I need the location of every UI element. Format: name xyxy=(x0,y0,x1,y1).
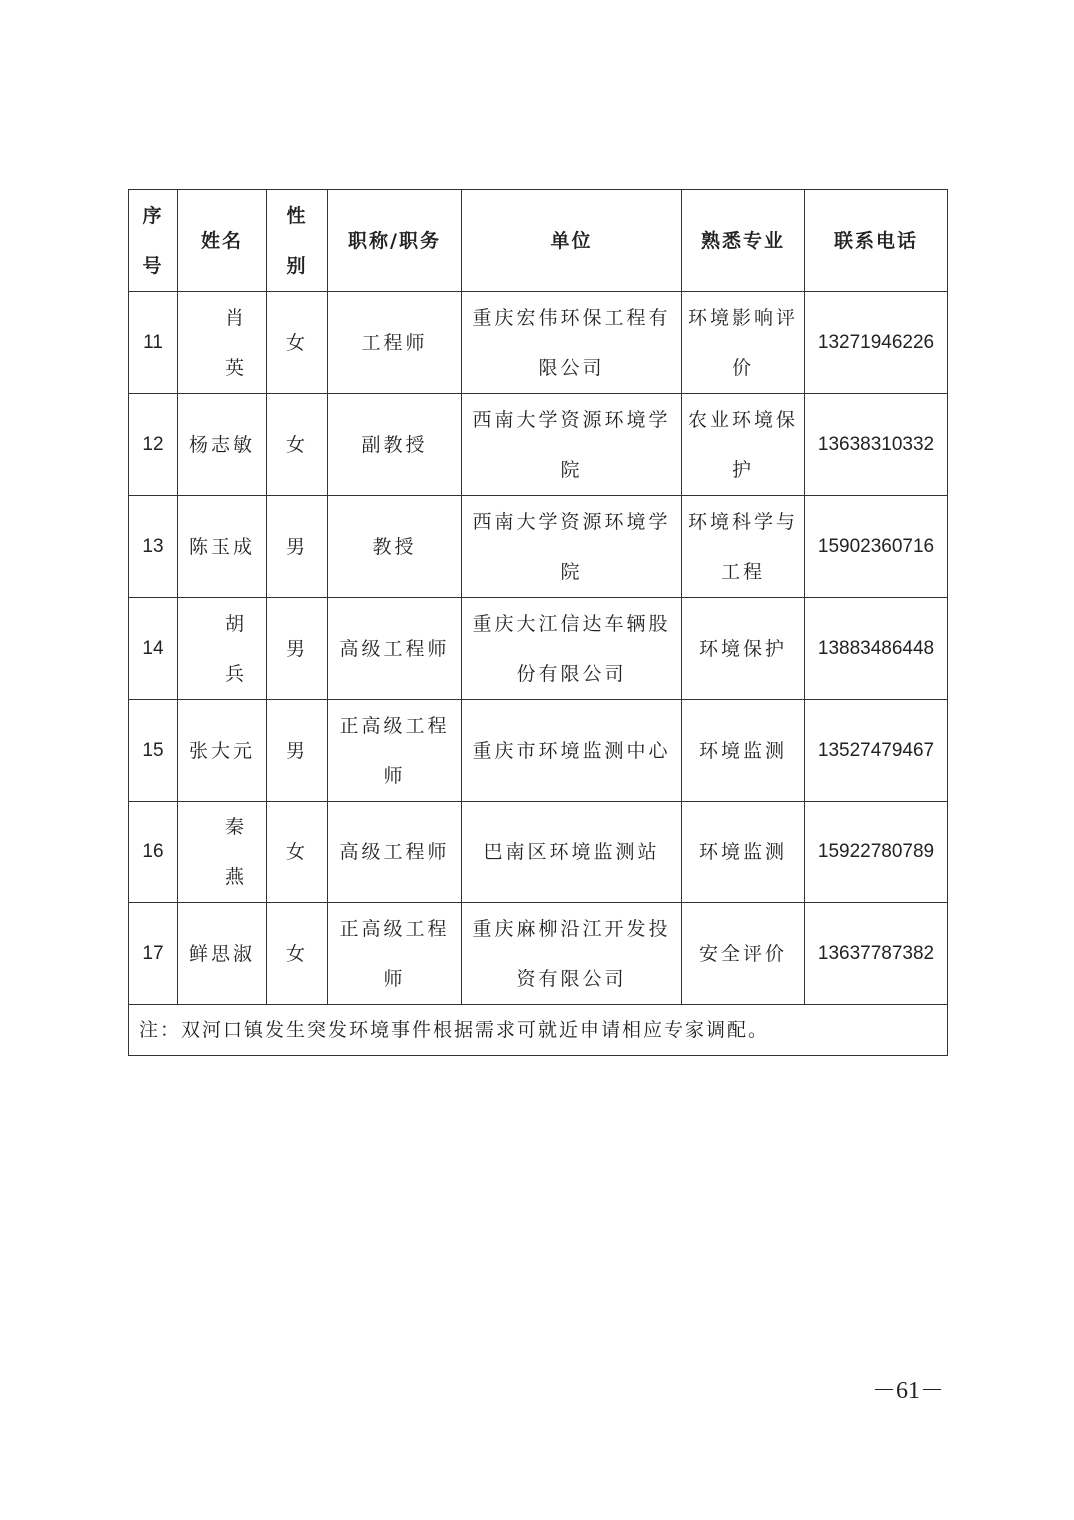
table-note: 注：双河口镇发生突发环境事件根据需求可就近申请相应专家调配。 xyxy=(129,1005,948,1056)
table-header-row xyxy=(129,190,948,292)
cell-specialty: 农业环境保护 xyxy=(682,394,805,496)
cell-unit: 西南大学资源环境学院 xyxy=(462,496,682,598)
cell-unit: 重庆宏伟环保工程有限公司 xyxy=(462,292,682,394)
cell-gender: 女 xyxy=(267,292,328,394)
cell-title: 工程师 xyxy=(328,292,462,394)
cell-gender: 男 xyxy=(267,496,328,598)
cell-phone: 13637787382 xyxy=(805,903,948,1005)
table-row xyxy=(129,394,948,496)
cell-gender: 男 xyxy=(267,598,328,700)
cell-name: 肖 英 xyxy=(178,292,267,394)
cell-title: 高级工程师 xyxy=(328,802,462,903)
cell-phone: 13638310332 xyxy=(805,394,948,496)
cell-name: 杨志敏 xyxy=(178,394,267,496)
cell-specialty: 安全评价 xyxy=(682,903,805,1005)
cell-name: 鲜思淑 xyxy=(178,903,267,1005)
table-row xyxy=(129,598,948,700)
cell-title: 副教授 xyxy=(328,394,462,496)
cell-title: 高级工程师 xyxy=(328,598,462,700)
cell-gender: 男 xyxy=(267,700,328,802)
cell-unit: 重庆大江信达车辆股份有限公司 xyxy=(462,598,682,700)
header-specialty: 熟悉专业 xyxy=(682,190,805,292)
header-phone: 联系电话 xyxy=(805,190,948,292)
cell-unit: 巴南区环境监测站 xyxy=(462,802,682,903)
cell-no: 16 xyxy=(129,802,178,903)
page-number: －61－ xyxy=(872,1378,944,1404)
cell-no: 17 xyxy=(129,903,178,1005)
header-title: 职称/职务 xyxy=(328,190,462,292)
cell-specialty: 环境影响评价 xyxy=(682,292,805,394)
cell-specialty: 环境保护 xyxy=(682,598,805,700)
cell-name: 胡 兵 xyxy=(178,598,267,700)
cell-no: 12 xyxy=(129,394,178,496)
header-no: 序号 xyxy=(129,190,178,292)
cell-name: 张大元 xyxy=(178,700,267,802)
cell-no: 13 xyxy=(129,496,178,598)
cell-gender: 女 xyxy=(267,394,328,496)
cell-title: 正高级工程师 xyxy=(328,700,462,802)
header-gender: 性别 xyxy=(267,190,328,292)
cell-specialty: 环境监测 xyxy=(682,700,805,802)
cell-name: 陈玉成 xyxy=(178,496,267,598)
cell-phone: 13883486448 xyxy=(805,598,948,700)
cell-phone: 13271946226 xyxy=(805,292,948,394)
cell-unit: 重庆麻柳沿江开发投资有限公司 xyxy=(462,903,682,1005)
table-row xyxy=(129,802,948,903)
table-row xyxy=(129,700,948,802)
cell-unit: 西南大学资源环境学院 xyxy=(462,394,682,496)
cell-specialty: 环境监测 xyxy=(682,802,805,903)
cell-phone: 15922780789 xyxy=(805,802,948,903)
table-row xyxy=(129,292,948,394)
cell-phone: 13527479467 xyxy=(805,700,948,802)
header-unit: 单位 xyxy=(462,190,682,292)
cell-title: 教授 xyxy=(328,496,462,598)
cell-gender: 女 xyxy=(267,802,328,903)
header-name: 姓名 xyxy=(178,190,267,292)
expert-table xyxy=(128,189,948,1056)
table-note-row xyxy=(129,1005,948,1056)
cell-no: 14 xyxy=(129,598,178,700)
cell-unit: 重庆市环境监测中心 xyxy=(462,700,682,802)
table-row xyxy=(129,903,948,1005)
cell-no: 15 xyxy=(129,700,178,802)
cell-no: 11 xyxy=(129,292,178,394)
cell-name: 秦 燕 xyxy=(178,802,267,903)
cell-phone: 15902360716 xyxy=(805,496,948,598)
cell-title: 正高级工程师 xyxy=(328,903,462,1005)
cell-gender: 女 xyxy=(267,903,328,1005)
table-row xyxy=(129,496,948,598)
cell-specialty: 环境科学与工程 xyxy=(682,496,805,598)
